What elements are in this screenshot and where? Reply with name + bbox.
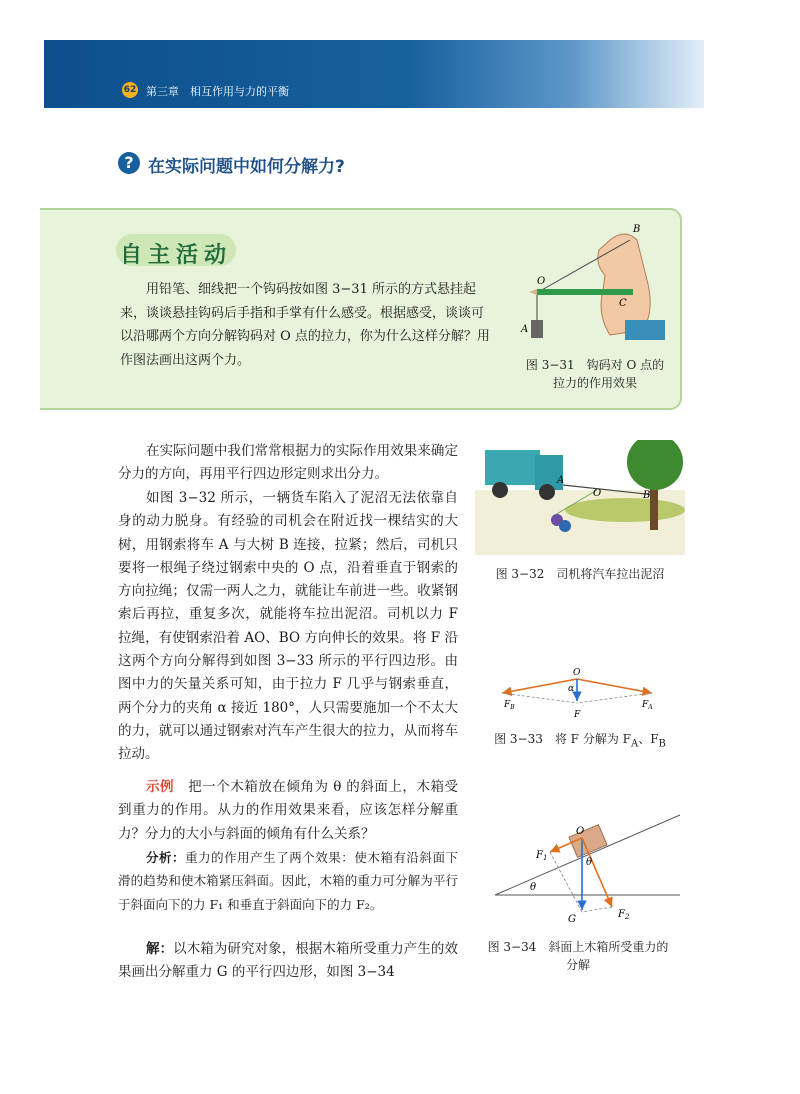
label-b: B	[643, 490, 651, 501]
fig-3-31-caption-1: 图 3−31 钩码对 O 点的	[525, 358, 665, 372]
truck-body	[485, 450, 540, 485]
analysis-paragraph	[118, 846, 458, 916]
label-o: O	[537, 276, 546, 287]
analysis-text: 重力的作用产生了两个效果：使木箱有沿斜面下滑的趋势和使木箱紧压斜面。因此，木箱的重力可分解为平行于斜面向下的力 F₁ 和垂直于斜面向下的力 F₂。	[118, 850, 458, 912]
label-a: A	[557, 475, 565, 486]
tree-crown	[627, 440, 683, 490]
example-label: 示例	[146, 779, 175, 795]
person-2	[559, 520, 571, 532]
activity-text: 用铅笔、细线把一个钩码按如图 3−31 所示的方式悬挂起来，谈谈悬挂钩码后手指和手掌有什么感受。根据感受，谈谈可以沿哪两个方向分解钩码对 O 点的拉力，你为什么这样分解？用作图法画出这两个力。	[120, 282, 490, 368]
label-f1: $F_1$	[536, 850, 548, 862]
fig-3-32-caption: 图 3−32 司机将汽车拉出泥沼	[495, 567, 665, 581]
label-a: A	[521, 324, 529, 335]
label-o: O	[593, 488, 602, 499]
label-theta-2: θ	[586, 857, 593, 868]
solution-text: 以木箱为研究对象，根据木箱所受重力产生的效果画出分解重力 G 的平行四边形，如图 3−34	[118, 941, 459, 981]
label-o: O	[576, 826, 585, 837]
truck-wheel	[492, 482, 508, 498]
truck-wheel	[539, 484, 555, 500]
section-title: 在实际问题中如何分解力?	[148, 157, 345, 177]
label-o: O	[573, 668, 581, 678]
fig-3-33-caption: 图 3−33 将 F 分解为 $F_A$、$F_B$	[494, 732, 666, 750]
label-g: G	[568, 914, 576, 925]
incline-surface	[495, 815, 680, 895]
fig-3-34-caption-2: 分解	[565, 958, 590, 972]
parallelogram-edge	[502, 693, 577, 703]
figure-3-33	[492, 665, 662, 725]
parallelogram-edge	[577, 693, 652, 703]
grass	[565, 498, 685, 522]
label-fb: $F_B$	[504, 700, 515, 711]
figure-3-32	[475, 440, 685, 555]
example-paragraph	[118, 776, 458, 846]
question-icon: ?	[118, 152, 140, 174]
page-number: 62	[122, 82, 138, 98]
pencil-drawing	[537, 289, 633, 295]
solution-paragraph	[118, 938, 458, 985]
hook-weight	[531, 320, 543, 338]
label-b: B	[633, 224, 641, 235]
parallelogram-edge	[582, 907, 612, 912]
fig-3-31-caption-2: 拉力的作用效果	[552, 376, 637, 390]
example-text: 把一个木箱放在倾角为 θ 的斜面上，木箱受到重力的作用。从力的作用效果来看，应该怎样分解重力？分力的大小与斜面的倾角有什么关系？	[118, 779, 459, 842]
force-fa-arrow	[577, 679, 652, 693]
label-fa: $F_A$	[642, 700, 653, 711]
label-c: C	[619, 298, 627, 309]
label-f: F	[574, 710, 581, 720]
chapter-header-bar	[44, 40, 704, 108]
paragraph-2: 如图 3−32 所示，一辆货车陷入了泥沼无法依靠自身的动力脱身。有经验的司机会在附近找一棵结实的大树，用钢索将车 A 与大树 B 连接，拉紧；然后，司机只要将一根绳子绕过钢索中央的 O 点，沿着垂直于钢索的方向拉绳；仅需一两人之力，就能让车前进一些。收紧钢索后再拉，重复多次，就能将车拉出泥沼。司机以力 F 拉绳，有使钢索沿着 AO、BO 方向伸长的效果。将 F 沿这两个方向分解得到如图 3−33 所示的平行四边形。由图中力的矢量关系可知，由于拉力 F 几乎与钢索垂直，两个分力的夹角 α 接近 180°，人只需要施加一个不太大的力，就可以通过钢索对汽车产生很大的拉力，从而将车拉动。	[118, 490, 458, 763]
solution-label: 解：	[146, 941, 174, 957]
force-fb-arrow	[502, 679, 577, 693]
figure-3-34	[490, 810, 685, 930]
pencil-tip	[529, 289, 537, 295]
label-alpha: α	[568, 684, 575, 694]
chapter-title: 第三章 相互作用与力的平衡	[146, 85, 289, 98]
sleeve-drawing	[625, 320, 665, 340]
label-f2: $F_2$	[618, 909, 630, 921]
analysis-label: 分析：	[146, 850, 186, 865]
parallelogram-edge	[550, 852, 582, 912]
figure-3-31	[515, 220, 675, 350]
hand-drawing	[598, 234, 650, 335]
fig-3-34-caption-1: 图 3−34 斜面上木箱所受重力的	[487, 940, 669, 954]
paragraph-1: 在实际问题中我们常常根据力的实际作用效果来确定分力的方向，再用平行四边形定则求出分力。	[118, 443, 458, 483]
label-theta-1: θ	[530, 882, 537, 893]
activity-title: 自主活动	[120, 242, 233, 268]
